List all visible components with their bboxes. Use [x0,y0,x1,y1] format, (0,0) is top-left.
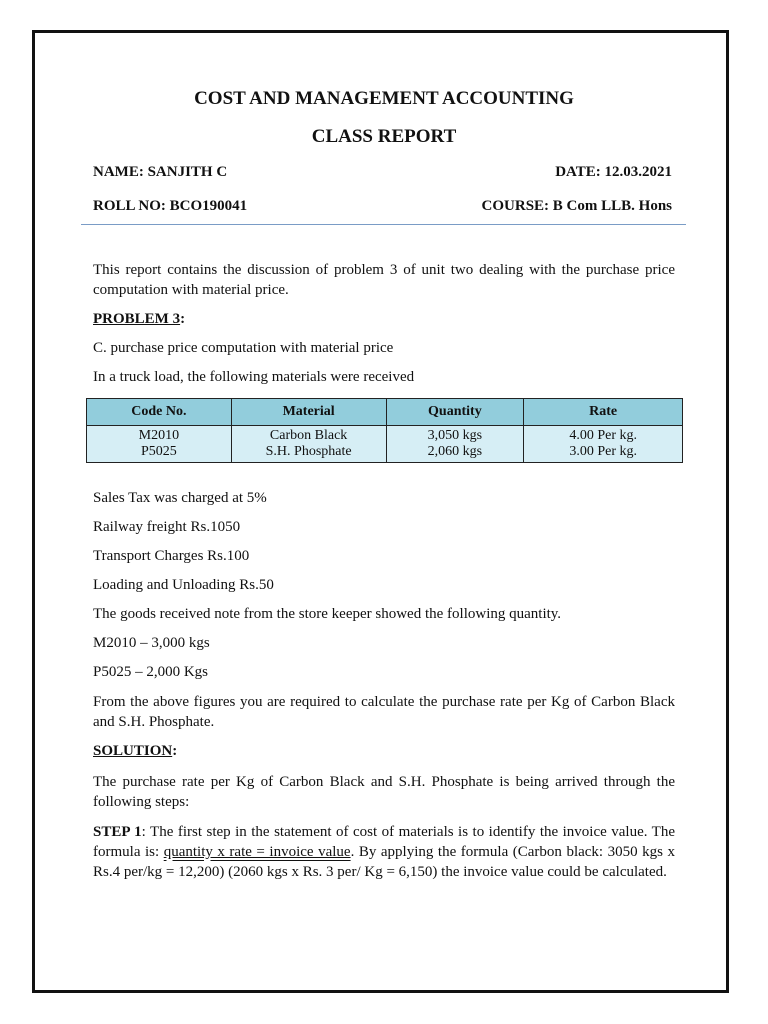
fact-sales-tax: Sales Tax was charged at 5% [93,490,267,506]
solution-heading: SOLUTION: [93,743,178,759]
problem-heading: PROBLEM 3: [93,311,186,327]
report-date: DATE: 12.03.2021 [555,164,672,180]
intro-paragraph: This report contains the discussion of problem 3 of unit two dealing with the purchase price computation with material price. [93,262,675,298]
table-header-row [87,399,683,426]
question-paragraph: From the above figures you are required to calculate the purchase rate per Kg of Carbon Black and S.H. Phosphate. [93,694,675,730]
header-rate: Rate [524,399,683,426]
fact-p5025: P5025 – 2,000 Kgs [93,664,209,680]
formula: quantity x rate = invoice value [163,844,351,860]
document-title: COST AND MANAGEMENT ACCOUNTING [194,88,574,109]
problem-line-2: In a truck load, the following materials were received [93,369,415,385]
cell-rates: 4.00 Per kg. 3.00 Per kg. [524,426,683,463]
cell-materials: Carbon Black S.H. Phosphate [231,426,386,463]
fact-m2010: M2010 – 3,000 kgs [93,635,210,651]
document-subtitle: CLASS REPORT [311,126,457,147]
header-quantity: Quantity [386,399,524,426]
course: COURSE: B Com LLB. Hons [481,198,672,214]
header-code: Code No. [87,399,232,426]
table-row [87,426,683,463]
solution-intro: The purchase rate per Kg of Carbon Black and S.H. Phosphate is being arrived through the following steps: [93,774,675,810]
header-divider [81,224,686,225]
cell-quantities: 3,050 kgs 2,060 kgs [386,426,524,463]
student-name: NAME: SANJITH C [93,164,228,180]
fact-transport: Transport Charges Rs.100 [93,548,250,564]
step-1-paragraph: STEP 1: The first step in the statement of cost of materials is to identify the invoice value. The formula is: quantity x rate = invoice value. By applying the formula (Carbon black: 3050 kgs x Rs.4 per/kg = 12,200) (2060 kgs x Rs. 3 per/ Kg = 6,150) the invoice value could be calculated. [93,824,676,880]
fact-grn: The goods received note from the store keeper showed the following quantity. [93,606,562,622]
fact-loading: Loading and Unloading Rs.50 [93,577,274,593]
materials-table [86,398,683,463]
cell-codes: M2010 P5025 [87,426,232,463]
problem-line-1: C. purchase price computation with material price [93,340,394,356]
header-material: Material [231,399,386,426]
roll-number: ROLL NO: BCO190041 [93,198,248,214]
fact-railway-freight: Railway freight Rs.1050 [93,519,241,535]
